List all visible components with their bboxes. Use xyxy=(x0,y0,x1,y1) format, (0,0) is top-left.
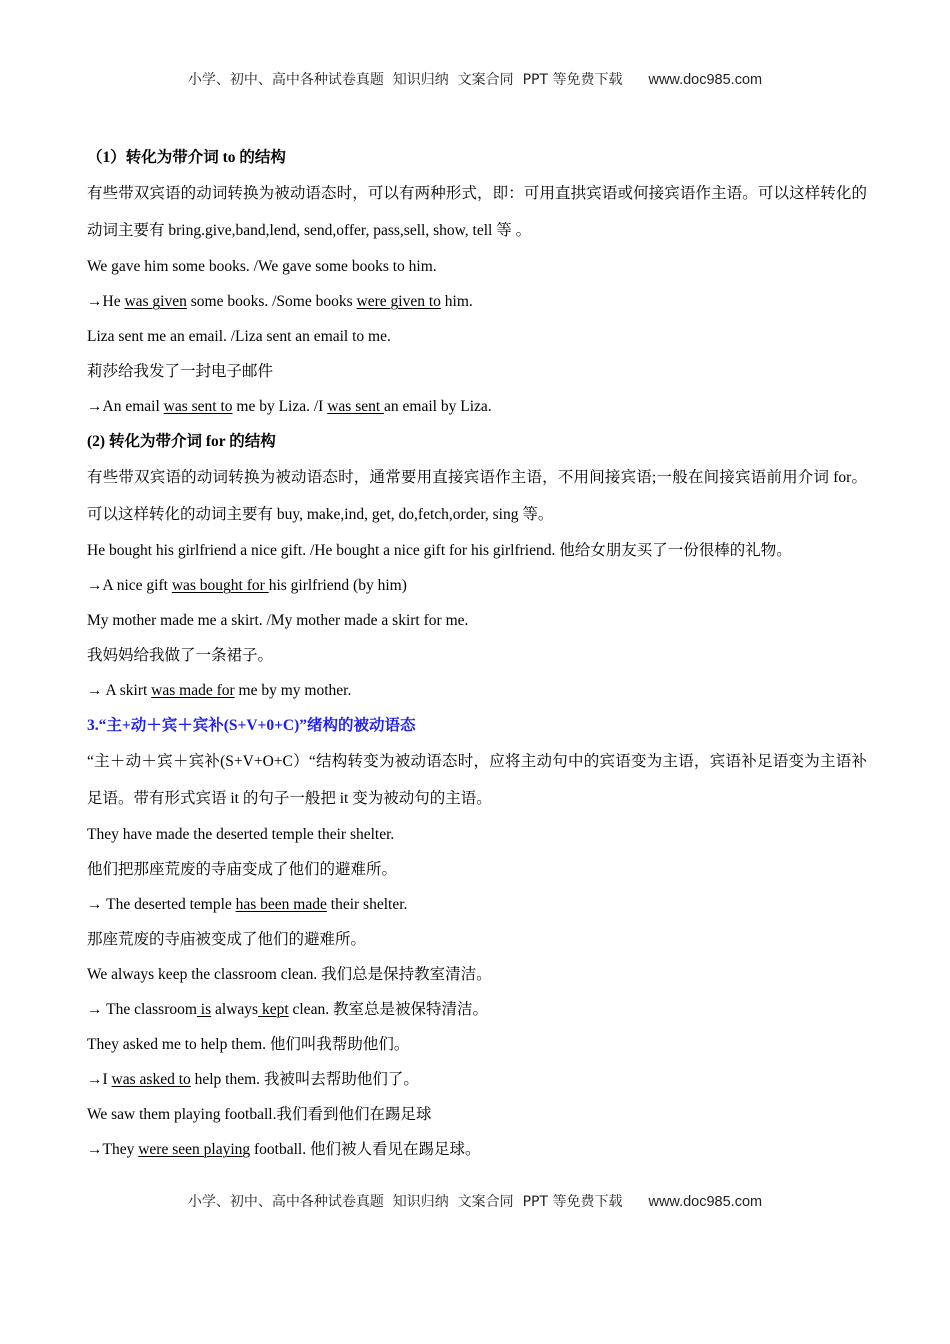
underlined-verb: was bought for xyxy=(171,577,269,594)
example-translation: 他们把那座荒废的寺庙变成了他们的避难所。 xyxy=(87,861,398,878)
example-sentence: We gave him some books. /We gave some books to him. xyxy=(87,258,437,275)
section-3-heading: 3.“主+动＋宾＋宾补(S+V+0+C)”绪构的被动语态 xyxy=(87,717,416,734)
text: me by Liza. /I xyxy=(232,398,328,415)
section-2-paragraph: 有些带双宾语的动词转换为被动语态时，通常要用直接宾语作主语，不用间接宾语;一般在间接宾语前用介词 for。可以这样转化的动词主要有 buy, make,ind, get, do,fetch,order, sing 等。 xyxy=(87,469,867,523)
header-url: www.doc985.com xyxy=(648,72,763,88)
underlined-verb: were given to xyxy=(356,293,441,310)
text: their shelter. xyxy=(326,896,408,913)
section-2-heading: (2) 转化为带介词 for 的结构 xyxy=(87,433,276,450)
text: →An email xyxy=(87,398,164,415)
example-passive xyxy=(87,1132,867,1167)
text: → A skirt xyxy=(87,682,152,699)
underlined-verb: was given xyxy=(124,293,187,310)
example-sentence: We always keep the classroom clean. 我们总是保持教室清洁。 xyxy=(87,966,492,983)
example-passive xyxy=(87,568,867,603)
example-passive xyxy=(87,1062,867,1097)
text: always xyxy=(211,1001,259,1018)
page-footer xyxy=(0,1191,950,1211)
text: his girlfriend (by him) xyxy=(268,577,407,594)
example-translation: 莉莎给我发了一封电子邮件 xyxy=(87,363,274,380)
section-1-paragraph: 有些带双宾语的动词转换为被动语态时，可以有两种形式，即：可用直拱宾语或何接宾语作主语。可以这样转化的动词主要有 bring.give,band,lend, send,offer, pass,sell, show, tell 等 。 xyxy=(87,185,867,239)
text: me by my mother. xyxy=(234,682,352,699)
example-translation: 我妈妈给我做了一条裙子。 xyxy=(87,647,274,664)
example-passive xyxy=(87,673,867,708)
example-sentence: They asked me to help them. 他们叫我帮助他们。 xyxy=(87,1036,410,1053)
text: →A nice gift xyxy=(87,577,172,594)
text: clean. 教室总是被保特清洁。 xyxy=(288,1001,488,1018)
underlined-verb: is xyxy=(196,1001,212,1018)
example-passive xyxy=(87,887,867,922)
text: →I xyxy=(87,1071,112,1088)
text: →They xyxy=(87,1141,139,1158)
underlined-verb: were seen playing xyxy=(138,1141,251,1158)
example-sentence: We saw them playing football.我们看到他们在踢足球 xyxy=(87,1106,432,1123)
example-passive xyxy=(87,389,867,424)
text: help them. 我被叫去帮助他们了。 xyxy=(190,1071,419,1088)
example-sentence: My mother made me a skirt. /My mother made a skirt for me. xyxy=(87,612,469,629)
footer-url: www.doc985.com xyxy=(648,1194,763,1210)
text: him. xyxy=(440,293,473,310)
text: an email by Liza. xyxy=(384,398,492,415)
text: →He xyxy=(87,293,125,310)
underlined-verb: was sent xyxy=(327,398,385,415)
underlined-verb: was asked to xyxy=(111,1071,191,1088)
example-passive xyxy=(87,992,867,1027)
example-sentence: He bought his girlfriend a nice gift. /He bought a nice gift for his girlfriend. 他给女朋友买了一份很棒的礼物。 xyxy=(87,542,792,559)
example-sentence: They have made the deserted temple their shelter. xyxy=(87,826,395,843)
text: some books. /Some books xyxy=(186,293,357,310)
underlined-verb: kept xyxy=(258,1001,289,1018)
footer-text: 小学、初中、高中各种试卷真题 知识归纳 文案合同 PPT 等免费下载 xyxy=(187,1194,623,1210)
underlined-verb: was made for xyxy=(151,682,235,699)
text: football. 他们被人看见在踢足球。 xyxy=(250,1141,481,1158)
underlined-verb: has been made xyxy=(235,896,327,913)
example-passive xyxy=(87,284,867,319)
section-3-paragraph: “主＋动＋宾＋宾补(S+V+O+C）“结构转变为被动语态时，应将主动句中的宾语变为主语，宾语补足语变为主语补足语。带有形式宾语 it 的句子一般把 it 变为被动句的主语。 xyxy=(87,753,867,807)
header-text: 小学、初中、高中各种试卷真题 知识归纳 文案合同 PPT 等免费下载 xyxy=(187,72,623,88)
example-sentence: Liza sent me an email. /Liza sent an email to me. xyxy=(87,328,391,345)
document-body xyxy=(87,140,867,1167)
underlined-verb: was sent to xyxy=(163,398,233,415)
text: → The deserted temple xyxy=(87,896,236,913)
section-1-heading: （1）转化为带介词 to 的结构 xyxy=(87,149,286,166)
example-translation: 那座荒废的寺庙被变成了他们的避难所。 xyxy=(87,931,367,948)
text: → The classroom xyxy=(87,1001,197,1018)
page-header xyxy=(0,69,950,89)
